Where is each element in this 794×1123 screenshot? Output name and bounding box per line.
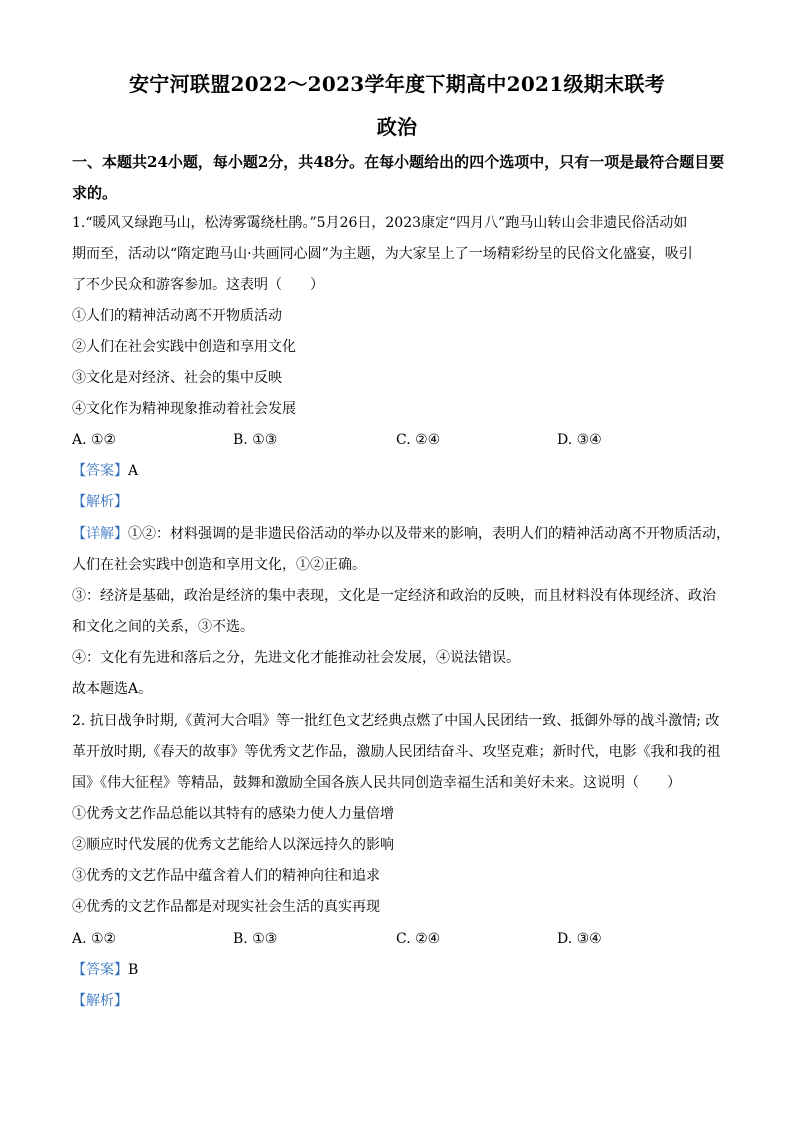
q1-statement: ①人们的精神活动离不开物质活动 (72, 308, 282, 324)
q2-option-b: B. ①③ (233, 931, 278, 947)
answer-value: B (128, 962, 139, 978)
q1-detail-line: 故本题选A。 (72, 681, 153, 697)
q1-detail-line (72, 524, 730, 544)
q1-detail-line: 人们在社会实践中创造和享用文化，①②正确。 (72, 557, 366, 573)
q1-stem-line: 1.“暖风又绿跑马山，松涛雾霭绕杜鹃。”5月26日，2023康定“四月八”跑马山转山会非遗民俗活动如 (72, 215, 688, 231)
q1-option-c: C. ②④ (396, 432, 441, 448)
q1-answer (72, 461, 138, 481)
q1-analysis-tag: 【解析】 (72, 494, 128, 510)
q2-statement: ③优秀的文艺作品中蕴含着人们的精神向往和追求 (72, 868, 380, 884)
q1-option-b: B. ①③ (233, 432, 278, 448)
q2-statement: ②顺应时代发展的优秀文艺能给人以深远持久的影响 (72, 837, 394, 853)
q1-statement: ③文化是对经济、社会的集中反映 (72, 370, 282, 386)
q1-statement: ②人们在社会实践中创造和享用文化 (72, 339, 296, 355)
q2-stem-line: 2. 抗日战争时期,《黄河大合唱》等一批红色文艺经典点燃了中国人民团结一致、抵御外辱的战斗激情; 改 (72, 713, 720, 729)
q1-option-d: D. ③④ (557, 432, 602, 448)
detail-tag: 【详解】 (72, 526, 128, 542)
answer-value: A (128, 463, 139, 479)
answer-tag: 【答案】 (72, 962, 128, 978)
detail-text: ①②：材料强调的是非遗民俗活动的举办以及带来的影响，表明人们的精神活动离不开物质活动， (128, 526, 730, 542)
answer-tag: 【答案】 (72, 463, 128, 479)
q2-option-a: A. ①② (72, 931, 117, 947)
q2-analysis-tag: 【解析】 (72, 993, 128, 1009)
q1-detail-line: ④：文化有先进和落后之分，先进文化才能推动社会发展，④说法错误。 (72, 650, 520, 666)
q2-answer (72, 960, 138, 980)
q1-detail-line: ③：经济是基础，政治是经济的集中表现，文化是一定经济和政治的反映，而且材料没有体现经济、政治 (72, 588, 716, 604)
q1-detail-line: 和文化之间的关系，③不选。 (72, 619, 254, 635)
q1-option-a: A. ①② (72, 432, 117, 448)
q2-statement: ①优秀文艺作品总能以其特有的感染力使人力量倍增 (72, 806, 394, 822)
q2-option-c: C. ②④ (396, 931, 441, 947)
q2-stem-line: 革开放时期,《春天的故事》等优秀文艺作品，激励人民团结奋斗、攻坚克难；新时代，电影《我和我的祖 (72, 744, 721, 760)
section-instruction: 一、本题共24小题，每小题2分，共48分。在每小题给出的四个选项中，只有一项是最符合题目要求的。 (72, 153, 725, 202)
subject-title: 政治 (376, 115, 418, 139)
q2-stem-line: 国》《伟大征程》等精品，鼓舞和激励全国各族人民共同创造幸福生活和美好未来。这说明（ ） (72, 775, 681, 791)
q1-stem-line: 期而至，活动以“隋定跑马山·共画同心圆”为主题，为大家呈上了一场精彩纷呈的民俗文化盛宴，吸引 (72, 246, 693, 262)
q1-stem-line: 了不少民众和游客参加。这表明（ ） (72, 277, 324, 293)
q2-option-d: D. ③④ (557, 931, 602, 947)
q2-statement: ④优秀的文艺作品都是对现实社会生活的真实再现 (72, 899, 380, 915)
q1-statement: ④文化作为精神现象推动着社会发展 (72, 401, 296, 417)
exam-title: 安宁河联盟2022～2023学年度下期高中2021级期末联考 (129, 72, 665, 96)
